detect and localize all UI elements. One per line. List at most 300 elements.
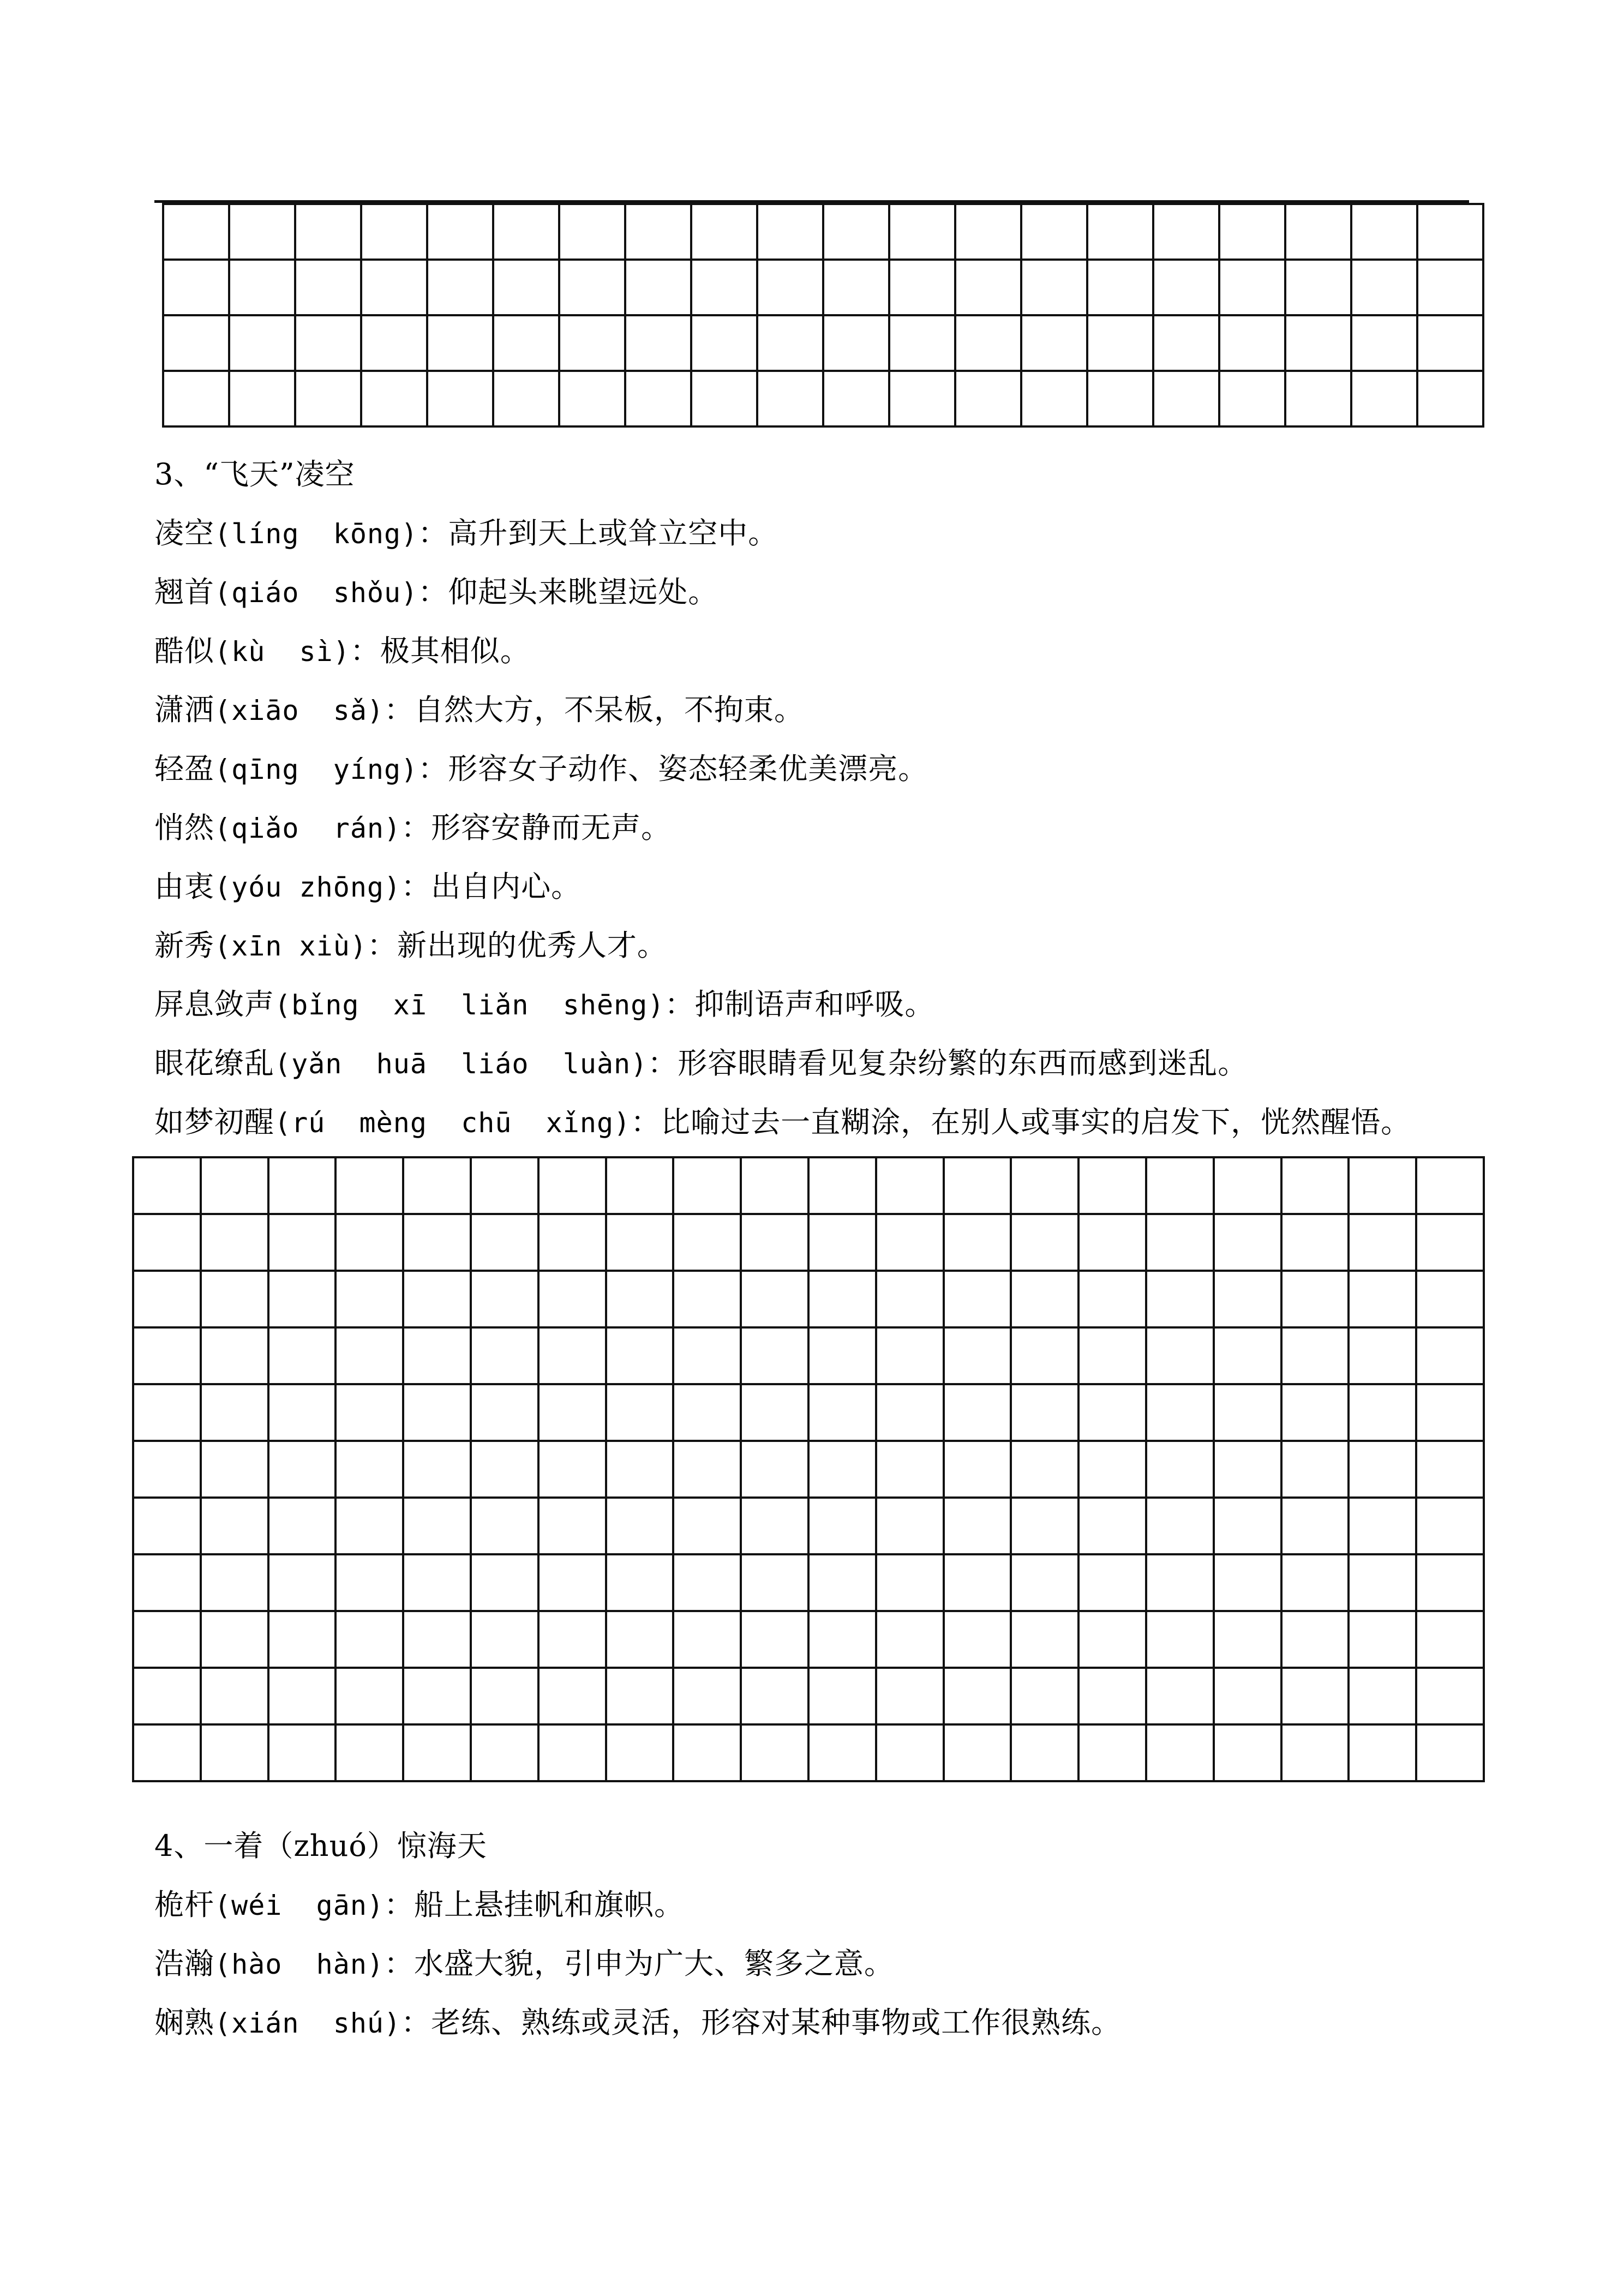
grid-cell[interactable] xyxy=(295,371,361,426)
grid-cell[interactable] xyxy=(606,1498,674,1554)
grid-cell[interactable] xyxy=(1349,1724,1416,1781)
grid-cell[interactable] xyxy=(1011,1668,1078,1724)
grid-cell[interactable] xyxy=(876,1554,944,1611)
grid-cell[interactable] xyxy=(1281,1611,1349,1668)
grid-cell[interactable] xyxy=(1281,1157,1349,1214)
grid-cell[interactable] xyxy=(1078,1441,1146,1498)
grid-cell[interactable] xyxy=(559,260,625,315)
grid-cell[interactable] xyxy=(1011,1271,1078,1327)
grid-cell[interactable] xyxy=(133,1441,201,1498)
grid-cell[interactable] xyxy=(493,371,559,426)
grid-cell[interactable] xyxy=(1078,1214,1146,1271)
grid-cell[interactable] xyxy=(808,1724,876,1781)
grid-cell[interactable] xyxy=(876,1724,944,1781)
grid-cell[interactable] xyxy=(538,1498,606,1554)
grid-cell[interactable] xyxy=(1146,1611,1214,1668)
grid-cell[interactable] xyxy=(1281,1668,1349,1724)
grid-cell[interactable] xyxy=(1281,1384,1349,1441)
grid-cell[interactable] xyxy=(673,1384,741,1441)
grid-cell[interactable] xyxy=(1214,1271,1281,1327)
grid-cell[interactable] xyxy=(163,315,229,371)
grid-cell[interactable] xyxy=(133,1271,201,1327)
grid-cell[interactable] xyxy=(741,1611,808,1668)
grid-cell[interactable] xyxy=(876,1668,944,1724)
grid-cell[interactable] xyxy=(741,1554,808,1611)
grid-cell[interactable] xyxy=(625,371,691,426)
grid-cell[interactable] xyxy=(201,1498,268,1554)
grid-cell[interactable] xyxy=(1146,1214,1214,1271)
grid-cell[interactable] xyxy=(538,1384,606,1441)
grid-cell[interactable] xyxy=(1011,1441,1078,1498)
grid-cell[interactable] xyxy=(955,260,1021,315)
grid-cell[interactable] xyxy=(295,204,361,260)
grid-cell[interactable] xyxy=(1153,204,1219,260)
grid-cell[interactable] xyxy=(606,1611,674,1668)
grid-cell[interactable] xyxy=(471,1327,538,1384)
grid-cell[interactable] xyxy=(1416,1668,1484,1724)
grid-cell[interactable] xyxy=(201,1441,268,1498)
grid-cell[interactable] xyxy=(1146,1498,1214,1554)
grid-cell[interactable] xyxy=(133,1611,201,1668)
grid-cell[interactable] xyxy=(538,1214,606,1271)
grid-cell[interactable] xyxy=(1078,1271,1146,1327)
grid-cell[interactable] xyxy=(1349,1554,1416,1611)
grid-cell[interactable] xyxy=(1078,1724,1146,1781)
grid-cell[interactable] xyxy=(1285,371,1351,426)
grid-cell[interactable] xyxy=(1417,315,1483,371)
grid-cell[interactable] xyxy=(1214,1611,1281,1668)
grid-cell[interactable] xyxy=(201,1157,268,1214)
grid-cell[interactable] xyxy=(538,1441,606,1498)
grid-cell[interactable] xyxy=(335,1214,403,1271)
grid-cell[interactable] xyxy=(1078,1611,1146,1668)
grid-cell[interactable] xyxy=(1285,204,1351,260)
grid-cell[interactable] xyxy=(876,1214,944,1271)
grid-cell[interactable] xyxy=(133,1668,201,1724)
grid-cell[interactable] xyxy=(1087,204,1153,260)
grid-cell[interactable] xyxy=(538,1554,606,1611)
grid-cell[interactable] xyxy=(471,1498,538,1554)
grid-cell[interactable] xyxy=(944,1498,1011,1554)
grid-cell[interactable] xyxy=(133,1157,201,1214)
grid-cell[interactable] xyxy=(1146,1157,1214,1214)
grid-cell[interactable] xyxy=(823,204,889,260)
grid-cell[interactable] xyxy=(673,1498,741,1554)
grid-cell[interactable] xyxy=(808,1611,876,1668)
grid-cell[interactable] xyxy=(1416,1498,1484,1554)
grid-cell[interactable] xyxy=(691,371,757,426)
grid-cell[interactable] xyxy=(1349,1384,1416,1441)
grid-cell[interactable] xyxy=(361,204,427,260)
grid-cell[interactable] xyxy=(471,1611,538,1668)
grid-cell[interactable] xyxy=(1078,1157,1146,1214)
grid-cell[interactable] xyxy=(471,1441,538,1498)
grid-cell[interactable] xyxy=(403,1271,471,1327)
grid-cell[interactable] xyxy=(1087,315,1153,371)
grid-cell[interactable] xyxy=(757,260,823,315)
grid-cell[interactable] xyxy=(403,1554,471,1611)
grid-cell[interactable] xyxy=(1416,1554,1484,1611)
grid-cell[interactable] xyxy=(741,1271,808,1327)
grid-cell[interactable] xyxy=(1021,371,1087,426)
grid-cell[interactable] xyxy=(403,1611,471,1668)
grid-cell[interactable] xyxy=(1219,315,1285,371)
grid-cell[interactable] xyxy=(1416,1271,1484,1327)
grid-cell[interactable] xyxy=(876,1327,944,1384)
grid-cell[interactable] xyxy=(808,1157,876,1214)
grid-cell[interactable] xyxy=(1416,1724,1484,1781)
grid-cell[interactable] xyxy=(1416,1157,1484,1214)
grid-cell[interactable] xyxy=(944,1157,1011,1214)
grid-cell[interactable] xyxy=(1351,315,1417,371)
grid-cell[interactable] xyxy=(606,1384,674,1441)
grid-cell[interactable] xyxy=(1349,1214,1416,1271)
grid-cell[interactable] xyxy=(335,1441,403,1498)
grid-cell[interactable] xyxy=(1281,1327,1349,1384)
grid-cell[interactable] xyxy=(1146,1271,1214,1327)
grid-cell[interactable] xyxy=(471,1214,538,1271)
grid-cell[interactable] xyxy=(1011,1327,1078,1384)
grid-cell[interactable] xyxy=(889,371,955,426)
grid-cell[interactable] xyxy=(606,1271,674,1327)
grid-cell[interactable] xyxy=(538,1271,606,1327)
grid-cell[interactable] xyxy=(471,1554,538,1611)
grid-cell[interactable] xyxy=(1417,371,1483,426)
grid-cell[interactable] xyxy=(403,1498,471,1554)
grid-cell[interactable] xyxy=(201,1384,268,1441)
grid-cell[interactable] xyxy=(268,1214,336,1271)
grid-cell[interactable] xyxy=(673,1441,741,1498)
grid-cell[interactable] xyxy=(1153,315,1219,371)
grid-cell[interactable] xyxy=(403,1157,471,1214)
grid-cell[interactable] xyxy=(229,204,295,260)
grid-cell[interactable] xyxy=(427,204,493,260)
grid-cell[interactable] xyxy=(823,371,889,426)
grid-cell[interactable] xyxy=(335,1724,403,1781)
grid-cell[interactable] xyxy=(133,1214,201,1271)
grid-cell[interactable] xyxy=(1349,1327,1416,1384)
grid-cell[interactable] xyxy=(538,1157,606,1214)
grid-cell[interactable] xyxy=(268,1554,336,1611)
grid-cell[interactable] xyxy=(133,1327,201,1384)
grid-cell[interactable] xyxy=(361,315,427,371)
grid-cell[interactable] xyxy=(1011,1724,1078,1781)
grid-cell[interactable] xyxy=(808,1384,876,1441)
grid-cell[interactable] xyxy=(889,204,955,260)
grid-cell[interactable] xyxy=(427,260,493,315)
grid-cell[interactable] xyxy=(606,1724,674,1781)
grid-cell[interactable] xyxy=(1021,315,1087,371)
grid-cell[interactable] xyxy=(335,1384,403,1441)
grid-cell[interactable] xyxy=(691,204,757,260)
grid-cell[interactable] xyxy=(163,371,229,426)
grid-cell[interactable] xyxy=(741,1668,808,1724)
grid-cell[interactable] xyxy=(163,204,229,260)
grid-cell[interactable] xyxy=(808,1498,876,1554)
grid-cell[interactable] xyxy=(1281,1214,1349,1271)
grid-cell[interactable] xyxy=(268,1271,336,1327)
grid-cell[interactable] xyxy=(1146,1554,1214,1611)
grid-cell[interactable] xyxy=(268,1157,336,1214)
grid-cell[interactable] xyxy=(133,1498,201,1554)
grid-cell[interactable] xyxy=(201,1554,268,1611)
grid-cell[interactable] xyxy=(1351,260,1417,315)
grid-cell[interactable] xyxy=(268,1611,336,1668)
grid-cell[interactable] xyxy=(691,260,757,315)
grid-cell[interactable] xyxy=(1011,1611,1078,1668)
grid-cell[interactable] xyxy=(133,1384,201,1441)
grid-cell[interactable] xyxy=(673,1668,741,1724)
grid-cell[interactable] xyxy=(673,1214,741,1271)
grid-cell[interactable] xyxy=(741,1724,808,1781)
grid-cell[interactable] xyxy=(1351,204,1417,260)
grid-cell[interactable] xyxy=(268,1498,336,1554)
grid-cell[interactable] xyxy=(741,1384,808,1441)
grid-cell[interactable] xyxy=(741,1214,808,1271)
grid-cell[interactable] xyxy=(876,1498,944,1554)
grid-cell[interactable] xyxy=(1214,1724,1281,1781)
grid-cell[interactable] xyxy=(471,1271,538,1327)
grid-cell[interactable] xyxy=(1219,371,1285,426)
grid-cell[interactable] xyxy=(471,1724,538,1781)
grid-cell[interactable] xyxy=(201,1668,268,1724)
grid-cell[interactable] xyxy=(889,315,955,371)
grid-cell[interactable] xyxy=(1416,1327,1484,1384)
grid-cell[interactable] xyxy=(538,1611,606,1668)
grid-cell[interactable] xyxy=(1087,371,1153,426)
grid-cell[interactable] xyxy=(133,1554,201,1611)
grid-cell[interactable] xyxy=(944,1554,1011,1611)
grid-cell[interactable] xyxy=(361,260,427,315)
grid-cell[interactable] xyxy=(606,1214,674,1271)
grid-cell[interactable] xyxy=(295,260,361,315)
grid-cell[interactable] xyxy=(1078,1384,1146,1441)
grid-cell[interactable] xyxy=(229,371,295,426)
grid-cell[interactable] xyxy=(1349,1498,1416,1554)
grid-cell[interactable] xyxy=(335,1327,403,1384)
grid-cell[interactable] xyxy=(1078,1327,1146,1384)
grid-cell[interactable] xyxy=(944,1668,1011,1724)
grid-cell[interactable] xyxy=(757,204,823,260)
grid-cell[interactable] xyxy=(741,1441,808,1498)
grid-cell[interactable] xyxy=(625,204,691,260)
grid-cell[interactable] xyxy=(201,1271,268,1327)
grid-cell[interactable] xyxy=(808,1441,876,1498)
grid-cell[interactable] xyxy=(1281,1441,1349,1498)
grid-cell[interactable] xyxy=(1078,1498,1146,1554)
grid-cell[interactable] xyxy=(1011,1157,1078,1214)
grid-cell[interactable] xyxy=(268,1441,336,1498)
grid-cell[interactable] xyxy=(1349,1611,1416,1668)
grid-cell[interactable] xyxy=(559,315,625,371)
grid-cell[interactable] xyxy=(1285,315,1351,371)
grid-cell[interactable] xyxy=(1214,1214,1281,1271)
grid-cell[interactable] xyxy=(823,260,889,315)
grid-cell[interactable] xyxy=(757,315,823,371)
grid-cell[interactable] xyxy=(944,1327,1011,1384)
grid-cell[interactable] xyxy=(335,1271,403,1327)
grid-cell[interactable] xyxy=(625,260,691,315)
grid-cell[interactable] xyxy=(606,1668,674,1724)
grid-cell[interactable] xyxy=(1087,260,1153,315)
grid-cell[interactable] xyxy=(757,371,823,426)
grid-cell[interactable] xyxy=(268,1327,336,1384)
grid-cell[interactable] xyxy=(201,1724,268,1781)
grid-cell[interactable] xyxy=(427,315,493,371)
grid-cell[interactable] xyxy=(741,1327,808,1384)
grid-cell[interactable] xyxy=(889,260,955,315)
grid-cell[interactable] xyxy=(673,1271,741,1327)
grid-cell[interactable] xyxy=(1146,1724,1214,1781)
grid-cell[interactable] xyxy=(823,315,889,371)
grid-cell[interactable] xyxy=(335,1611,403,1668)
grid-cell[interactable] xyxy=(1351,371,1417,426)
grid-cell[interactable] xyxy=(403,1441,471,1498)
grid-cell[interactable] xyxy=(808,1554,876,1611)
grid-cell[interactable] xyxy=(201,1327,268,1384)
grid-cell[interactable] xyxy=(559,371,625,426)
grid-cell[interactable] xyxy=(493,204,559,260)
grid-cell[interactable] xyxy=(493,260,559,315)
grid-cell[interactable] xyxy=(201,1611,268,1668)
grid-cell[interactable] xyxy=(1078,1554,1146,1611)
grid-cell[interactable] xyxy=(335,1498,403,1554)
grid-cell[interactable] xyxy=(1349,1668,1416,1724)
grid-cell[interactable] xyxy=(403,1668,471,1724)
grid-cell[interactable] xyxy=(268,1384,336,1441)
grid-cell[interactable] xyxy=(538,1327,606,1384)
grid-cell[interactable] xyxy=(741,1157,808,1214)
grid-cell[interactable] xyxy=(1153,371,1219,426)
grid-cell[interactable] xyxy=(944,1724,1011,1781)
grid-cell[interactable] xyxy=(1416,1384,1484,1441)
grid-cell[interactable] xyxy=(403,1384,471,1441)
grid-cell[interactable] xyxy=(606,1441,674,1498)
grid-cell[interactable] xyxy=(673,1157,741,1214)
grid-cell[interactable] xyxy=(876,1441,944,1498)
grid-cell[interactable] xyxy=(538,1724,606,1781)
grid-cell[interactable] xyxy=(944,1214,1011,1271)
grid-cell[interactable] xyxy=(808,1214,876,1271)
grid-cell[interactable] xyxy=(1011,1214,1078,1271)
grid-cell[interactable] xyxy=(1281,1271,1349,1327)
grid-cell[interactable] xyxy=(1417,260,1483,315)
grid-cell[interactable] xyxy=(673,1724,741,1781)
grid-cell[interactable] xyxy=(673,1611,741,1668)
grid-cell[interactable] xyxy=(1349,1271,1416,1327)
grid-cell[interactable] xyxy=(335,1668,403,1724)
grid-cell[interactable] xyxy=(403,1214,471,1271)
grid-cell[interactable] xyxy=(229,260,295,315)
grid-cell[interactable] xyxy=(673,1554,741,1611)
grid-cell[interactable] xyxy=(1219,260,1285,315)
grid-cell[interactable] xyxy=(955,315,1021,371)
grid-cell[interactable] xyxy=(1416,1214,1484,1271)
grid-cell[interactable] xyxy=(163,260,229,315)
grid-cell[interactable] xyxy=(1214,1157,1281,1214)
grid-cell[interactable] xyxy=(808,1327,876,1384)
grid-cell[interactable] xyxy=(1078,1668,1146,1724)
grid-cell[interactable] xyxy=(1285,260,1351,315)
grid-cell[interactable] xyxy=(1021,204,1087,260)
grid-cell[interactable] xyxy=(1021,260,1087,315)
grid-cell[interactable] xyxy=(1146,1327,1214,1384)
grid-cell[interactable] xyxy=(335,1554,403,1611)
grid-cell[interactable] xyxy=(673,1327,741,1384)
grid-cell[interactable] xyxy=(955,204,1021,260)
grid-cell[interactable] xyxy=(876,1611,944,1668)
grid-cell[interactable] xyxy=(1417,204,1483,260)
grid-cell[interactable] xyxy=(1146,1441,1214,1498)
grid-cell[interactable] xyxy=(1281,1554,1349,1611)
grid-cell[interactable] xyxy=(295,315,361,371)
grid-cell[interactable] xyxy=(808,1668,876,1724)
grid-cell[interactable] xyxy=(1214,1554,1281,1611)
grid-cell[interactable] xyxy=(1349,1157,1416,1214)
grid-cell[interactable] xyxy=(876,1384,944,1441)
grid-cell[interactable] xyxy=(335,1157,403,1214)
grid-cell[interactable] xyxy=(403,1724,471,1781)
grid-cell[interactable] xyxy=(1349,1441,1416,1498)
grid-cell[interactable] xyxy=(1214,1668,1281,1724)
grid-cell[interactable] xyxy=(808,1271,876,1327)
grid-cell[interactable] xyxy=(691,315,757,371)
grid-cell[interactable] xyxy=(1416,1611,1484,1668)
grid-cell[interactable] xyxy=(741,1498,808,1554)
grid-cell[interactable] xyxy=(625,315,691,371)
grid-cell[interactable] xyxy=(606,1554,674,1611)
grid-cell[interactable] xyxy=(1214,1441,1281,1498)
grid-cell[interactable] xyxy=(944,1271,1011,1327)
grid-cell[interactable] xyxy=(493,315,559,371)
grid-cell[interactable] xyxy=(427,371,493,426)
grid-cell[interactable] xyxy=(471,1157,538,1214)
grid-cell[interactable] xyxy=(1214,1498,1281,1554)
grid-cell[interactable] xyxy=(1219,204,1285,260)
grid-cell[interactable] xyxy=(1153,260,1219,315)
grid-cell[interactable] xyxy=(1416,1441,1484,1498)
grid-cell[interactable] xyxy=(538,1668,606,1724)
grid-cell[interactable] xyxy=(1281,1724,1349,1781)
grid-cell[interactable] xyxy=(201,1214,268,1271)
grid-cell[interactable] xyxy=(403,1327,471,1384)
grid-cell[interactable] xyxy=(1281,1498,1349,1554)
grid-cell[interactable] xyxy=(361,371,427,426)
grid-cell[interactable] xyxy=(944,1384,1011,1441)
grid-cell[interactable] xyxy=(1011,1554,1078,1611)
grid-cell[interactable] xyxy=(559,204,625,260)
grid-cell[interactable] xyxy=(606,1327,674,1384)
grid-cell[interactable] xyxy=(268,1724,336,1781)
grid-cell[interactable] xyxy=(1146,1384,1214,1441)
grid-cell[interactable] xyxy=(1214,1327,1281,1384)
grid-cell[interactable] xyxy=(876,1157,944,1214)
grid-cell[interactable] xyxy=(471,1668,538,1724)
grid-cell[interactable] xyxy=(229,315,295,371)
grid-cell[interactable] xyxy=(876,1271,944,1327)
grid-cell[interactable] xyxy=(606,1157,674,1214)
grid-cell[interactable] xyxy=(1214,1384,1281,1441)
grid-cell[interactable] xyxy=(1011,1384,1078,1441)
grid-cell[interactable] xyxy=(133,1724,201,1781)
grid-cell[interactable] xyxy=(1011,1498,1078,1554)
grid-cell[interactable] xyxy=(268,1668,336,1724)
grid-cell[interactable] xyxy=(1146,1668,1214,1724)
grid-cell[interactable] xyxy=(955,371,1021,426)
grid-cell[interactable] xyxy=(471,1384,538,1441)
grid-cell[interactable] xyxy=(944,1441,1011,1498)
grid-cell[interactable] xyxy=(944,1611,1011,1668)
